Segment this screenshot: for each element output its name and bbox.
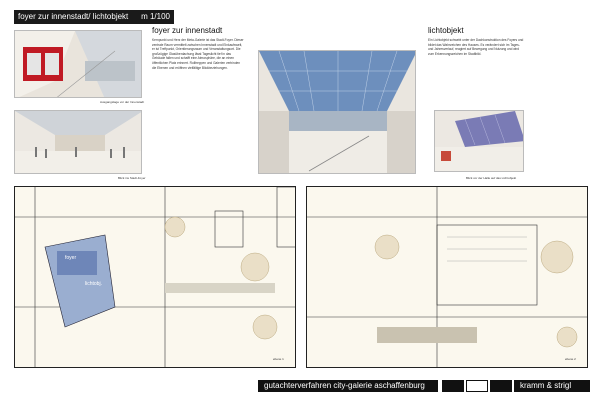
rendering-interior-red: [14, 30, 142, 98]
footer-block: [490, 380, 512, 392]
rendering-glass-roof-drawing: [259, 51, 416, 174]
page-title: foyer zur innenstadt/ lichtobjekt: [18, 12, 129, 21]
footer-authors: kramm & strigl: [514, 380, 590, 392]
footer-block: [442, 380, 464, 392]
rendering-glass-roof: [258, 50, 416, 174]
page-title-bar: [14, 10, 174, 24]
room-label-b: lichtobj.: [85, 281, 102, 287]
rendering-lichtobjekt: [434, 110, 524, 172]
plan-right-label: ebene 2: [565, 357, 576, 361]
caption-img1: Ausgangslage vor der Innenstadt: [100, 100, 145, 104]
foyer-text: Kernpunkt und Herz der Meta-Galerie ist das Stadt-Foyer. Dieser zentrale Raum vermittelt zwischen Innenstadt und Einkaufswelt, er ist Treffpunkt, Orientierungsraum und Veranstaltungsort. Die großzügige Glasüberdachung lässt Tageslicht tief in das Gebäude fallen und schafft eine Atmosphäre, die an einen öffentlichen Platz erinnert. Rolltreppen und Galerien verbinden die Ebenen und eröffnen vielfältige Blickbeziehungen.: [152, 38, 244, 70]
floor-plan-right-drawing: [307, 187, 588, 368]
licht-heading: lichtobjekt: [428, 26, 464, 35]
footer-block: [466, 380, 488, 392]
floor-plan-right: [306, 186, 588, 368]
footer: [0, 380, 600, 396]
scale-label: m 1/100: [141, 12, 170, 21]
rendering-interior-red-drawing: [15, 31, 142, 98]
room-label-a: foyer: [65, 255, 77, 261]
caption-img2: Blick ins Stadt-Foyer: [118, 176, 146, 180]
plan-left-label: ebene 1: [273, 357, 284, 361]
foyer-heading: foyer zur innenstadt: [152, 26, 223, 35]
rendering-foyer: [14, 110, 142, 174]
floor-plan-left-drawing: [15, 187, 296, 368]
footer-project-title: gutachterverfahren city-galerie aschaffenburg: [258, 380, 438, 392]
rendering-lichtobjekt-drawing: [435, 111, 524, 172]
floor-plan-left: [14, 186, 296, 368]
caption-img3: Blick vor der Halle auf das Lichtobjekt: [466, 176, 517, 180]
rendering-foyer-drawing: [15, 111, 142, 174]
licht-text: Ein Lichtobjekt schwebt unter der Dachkonstruktion des Foyers und bildet das Wahrzeichen des Hauses. Es verändert sich im Tages- und Jahresverlauf, reagiert auf Bewegung und Nutzung und wird zum Erkennungszeichen im Stadtbild.: [428, 38, 524, 56]
